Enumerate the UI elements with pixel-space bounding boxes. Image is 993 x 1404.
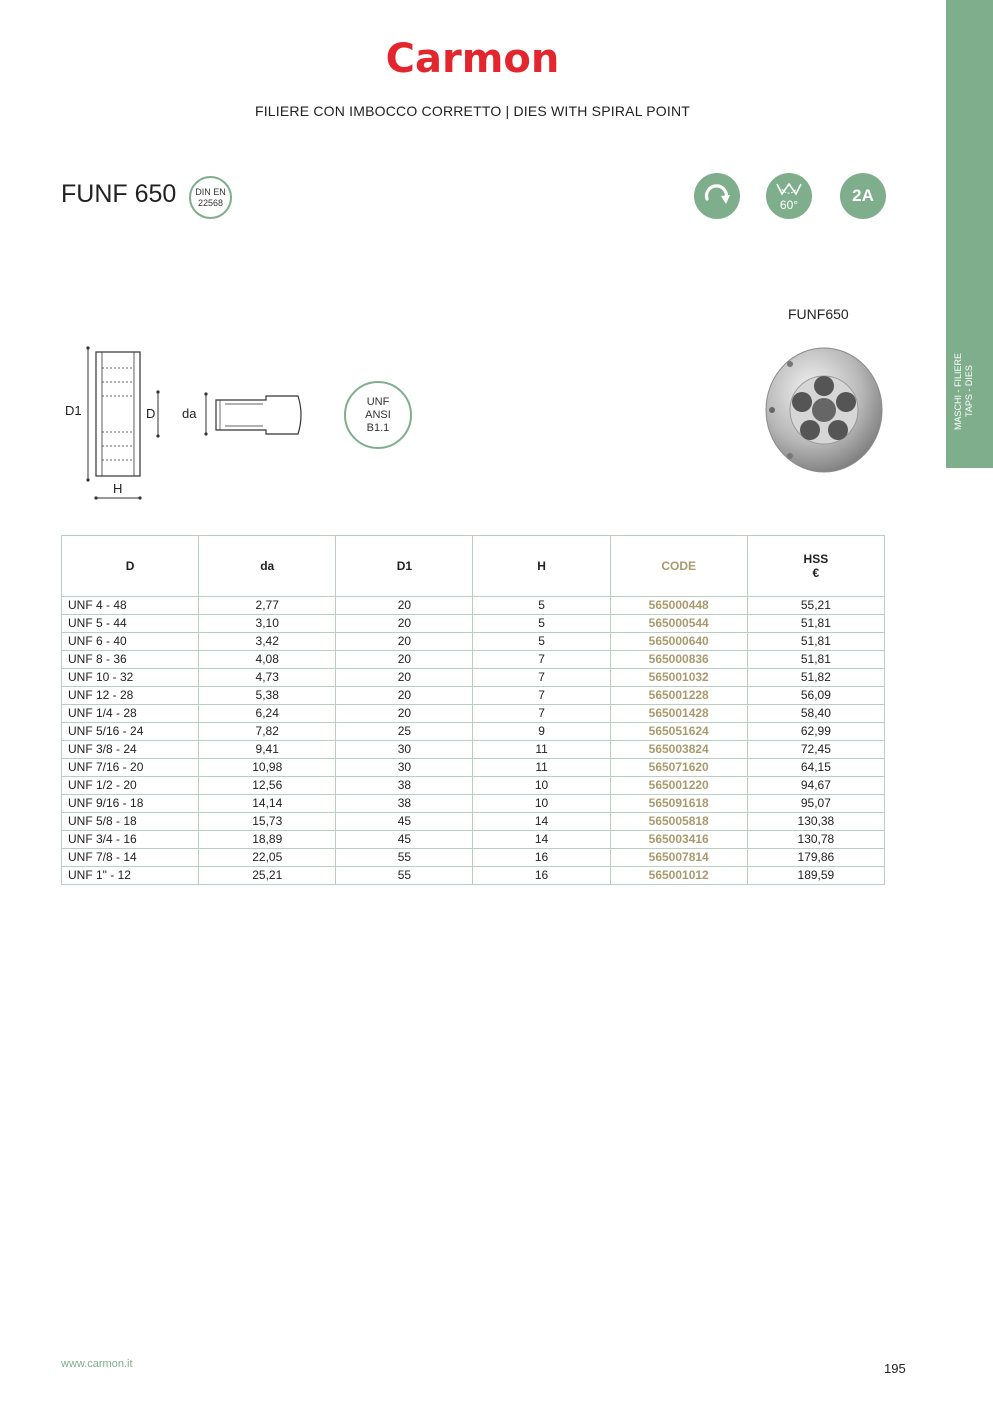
footer-website-link[interactable]: www.carmon.it: [61, 1358, 133, 1370]
cell-price: 51,82: [747, 669, 884, 687]
thread-angle-icon: [766, 173, 812, 219]
brand-logo: Carmon: [385, 36, 560, 82]
table-row: [62, 615, 885, 633]
cell-h: 16: [473, 867, 610, 885]
side-tab-label: [953, 346, 987, 436]
cell-price: 64,15: [747, 759, 884, 777]
cell-d: UNF 7/8 - 14: [62, 849, 199, 867]
cell-code: 565003416: [610, 831, 747, 849]
cell-d1: 25: [336, 723, 473, 741]
diagram-label-h: H: [113, 481, 123, 496]
cell-da: 6,24: [199, 705, 336, 723]
cell-da: 18,89: [199, 831, 336, 849]
cell-da: 3,42: [199, 633, 336, 651]
table-row: [62, 687, 885, 705]
cell-d: UNF 8 - 36: [62, 651, 199, 669]
unf-badge-line1: UNF: [366, 395, 390, 408]
cell-h: 7: [473, 669, 610, 687]
cell-d1: 20: [336, 687, 473, 705]
cell-price: 55,21: [747, 597, 884, 615]
cell-d1: 55: [336, 849, 473, 867]
tolerance-class-badge: 2A: [840, 173, 886, 219]
table-row: [62, 777, 885, 795]
cell-da: 10,98: [199, 759, 336, 777]
table-row: [62, 795, 885, 813]
cell-d1: 45: [336, 831, 473, 849]
cell-d1: 20: [336, 669, 473, 687]
cell-da: 22,05: [199, 849, 336, 867]
cell-price: 179,86: [747, 849, 884, 867]
cell-da: 9,41: [199, 741, 336, 759]
table-row: [62, 633, 885, 651]
cell-code: 565000544: [610, 615, 747, 633]
cell-h: 11: [473, 759, 610, 777]
cell-price: 58,40: [747, 705, 884, 723]
cell-price: 72,45: [747, 741, 884, 759]
cell-price: 56,09: [747, 687, 884, 705]
cell-h: 5: [473, 615, 610, 633]
cell-d: UNF 5/16 - 24: [62, 723, 199, 741]
cell-code: 565051624: [610, 723, 747, 741]
product-photo-label: FUNF650: [788, 306, 849, 322]
header-da: da: [199, 536, 336, 597]
cell-h: 10: [473, 795, 610, 813]
cell-d1: 20: [336, 633, 473, 651]
cell-d1: 45: [336, 813, 473, 831]
cell-h: 10: [473, 777, 610, 795]
cell-d1: 20: [336, 705, 473, 723]
cell-price: 189,59: [747, 867, 884, 885]
cell-code: 565001012: [610, 867, 747, 885]
cell-price: 51,81: [747, 615, 884, 633]
cell-d: UNF 5 - 44: [62, 615, 199, 633]
side-tab-line1: MASCHI - FILIERE: [953, 352, 963, 430]
cell-code: 565001228: [610, 687, 747, 705]
rotation-arrow-icon: [694, 173, 740, 219]
cell-code: 565000836: [610, 651, 747, 669]
cell-code: 565000448: [610, 597, 747, 615]
table-row: [62, 867, 885, 885]
cell-da: 4,08: [199, 651, 336, 669]
table-row: [62, 705, 885, 723]
cell-d: UNF 10 - 32: [62, 669, 199, 687]
cell-d: UNF 12 - 28: [62, 687, 199, 705]
din-standard-badge: [189, 176, 232, 219]
cell-price: 62,99: [747, 723, 884, 741]
cell-d1: 38: [336, 795, 473, 813]
cell-d: UNF 9/16 - 18: [62, 795, 199, 813]
diagram-label-d: D: [146, 406, 156, 421]
cell-d1: 20: [336, 597, 473, 615]
table-row: [62, 669, 885, 687]
cell-d: UNF 4 - 48: [62, 597, 199, 615]
cell-da: 5,38: [199, 687, 336, 705]
cell-h: 7: [473, 705, 610, 723]
header-hss-label: HSS: [803, 552, 829, 566]
page-subtitle: FILIERE CON IMBOCCO CORRETTO | DIES WITH SPIRAL POINT: [254, 103, 691, 119]
cell-da: 3,10: [199, 615, 336, 633]
cell-da: 14,14: [199, 795, 336, 813]
header-d1: D1: [336, 536, 473, 597]
table-row: [62, 759, 885, 777]
header-h: H: [473, 536, 610, 597]
cell-h: 7: [473, 651, 610, 669]
header-currency: €: [812, 566, 820, 580]
cell-h: 5: [473, 597, 610, 615]
cell-h: 16: [473, 849, 610, 867]
product-title: FUNF 650: [61, 180, 177, 208]
table-row: [62, 651, 885, 669]
cell-da: 25,21: [199, 867, 336, 885]
cell-d: UNF 1/4 - 28: [62, 705, 199, 723]
cell-da: 7,82: [199, 723, 336, 741]
cell-code: 565005818: [610, 813, 747, 831]
table-row: [62, 597, 885, 615]
table-body: [62, 597, 885, 885]
cell-code: 565003824: [610, 741, 747, 759]
cell-code: 565007814: [610, 849, 747, 867]
header-d: D: [62, 536, 199, 597]
din-badge-line2: 22568: [197, 197, 224, 208]
cell-price: 51,81: [747, 651, 884, 669]
diagram-label-da: da: [182, 406, 197, 421]
die-dimension-diagram: [60, 340, 320, 510]
cell-d1: 38: [336, 777, 473, 795]
side-tab-line2: TAPS - DIES: [964, 365, 974, 417]
unf-badge-line2: ANSI: [365, 408, 391, 421]
cell-price: 51,81: [747, 633, 884, 651]
cell-price: 94,67: [747, 777, 884, 795]
cell-code: 565091618: [610, 795, 747, 813]
header-code: CODE: [610, 536, 747, 597]
cell-d: UNF 3/8 - 24: [62, 741, 199, 759]
cell-h: 5: [473, 633, 610, 651]
table-row: [62, 741, 885, 759]
cell-d: UNF 3/4 - 16: [62, 831, 199, 849]
table-row: [62, 723, 885, 741]
cell-d1: 30: [336, 741, 473, 759]
cell-d1: 30: [336, 759, 473, 777]
table-row: [62, 813, 885, 831]
cell-h: 11: [473, 741, 610, 759]
cell-code: 565000640: [610, 633, 747, 651]
cell-price: 95,07: [747, 795, 884, 813]
din-badge-line1: DIN EN: [195, 186, 226, 197]
table-row: [62, 831, 885, 849]
dies-spec-table: [61, 535, 885, 885]
cell-d: UNF 1/2 - 20: [62, 777, 199, 795]
cell-d: UNF 5/8 - 18: [62, 813, 199, 831]
cell-d: UNF 6 - 40: [62, 633, 199, 651]
cell-h: 14: [473, 813, 610, 831]
cell-d1: 55: [336, 867, 473, 885]
header-hss: [747, 536, 884, 597]
cell-price: 130,78: [747, 831, 884, 849]
table-header-row: [62, 536, 885, 597]
page-number: 195: [884, 1361, 906, 1376]
cell-h: 14: [473, 831, 610, 849]
unf-standard-badge: [344, 381, 412, 449]
cell-da: 15,73: [199, 813, 336, 831]
cell-da: 2,77: [199, 597, 336, 615]
diagram-label-d1: D1: [65, 403, 82, 418]
cell-h: 9: [473, 723, 610, 741]
cell-code: 565001428: [610, 705, 747, 723]
thread-angle-label: 60°: [779, 198, 799, 212]
unf-badge-line3: B1.1: [366, 421, 390, 434]
cell-d1: 20: [336, 651, 473, 669]
cell-d: UNF 7/16 - 20: [62, 759, 199, 777]
cell-code: 565001032: [610, 669, 747, 687]
table-row: [62, 849, 885, 867]
cell-h: 7: [473, 687, 610, 705]
cell-d1: 20: [336, 615, 473, 633]
die-product-image: [762, 346, 884, 479]
cell-code: 565001220: [610, 777, 747, 795]
cell-da: 4,73: [199, 669, 336, 687]
cell-code: 565071620: [610, 759, 747, 777]
cell-d: UNF 1" - 12: [62, 867, 199, 885]
cell-da: 12,56: [199, 777, 336, 795]
cell-price: 130,38: [747, 813, 884, 831]
